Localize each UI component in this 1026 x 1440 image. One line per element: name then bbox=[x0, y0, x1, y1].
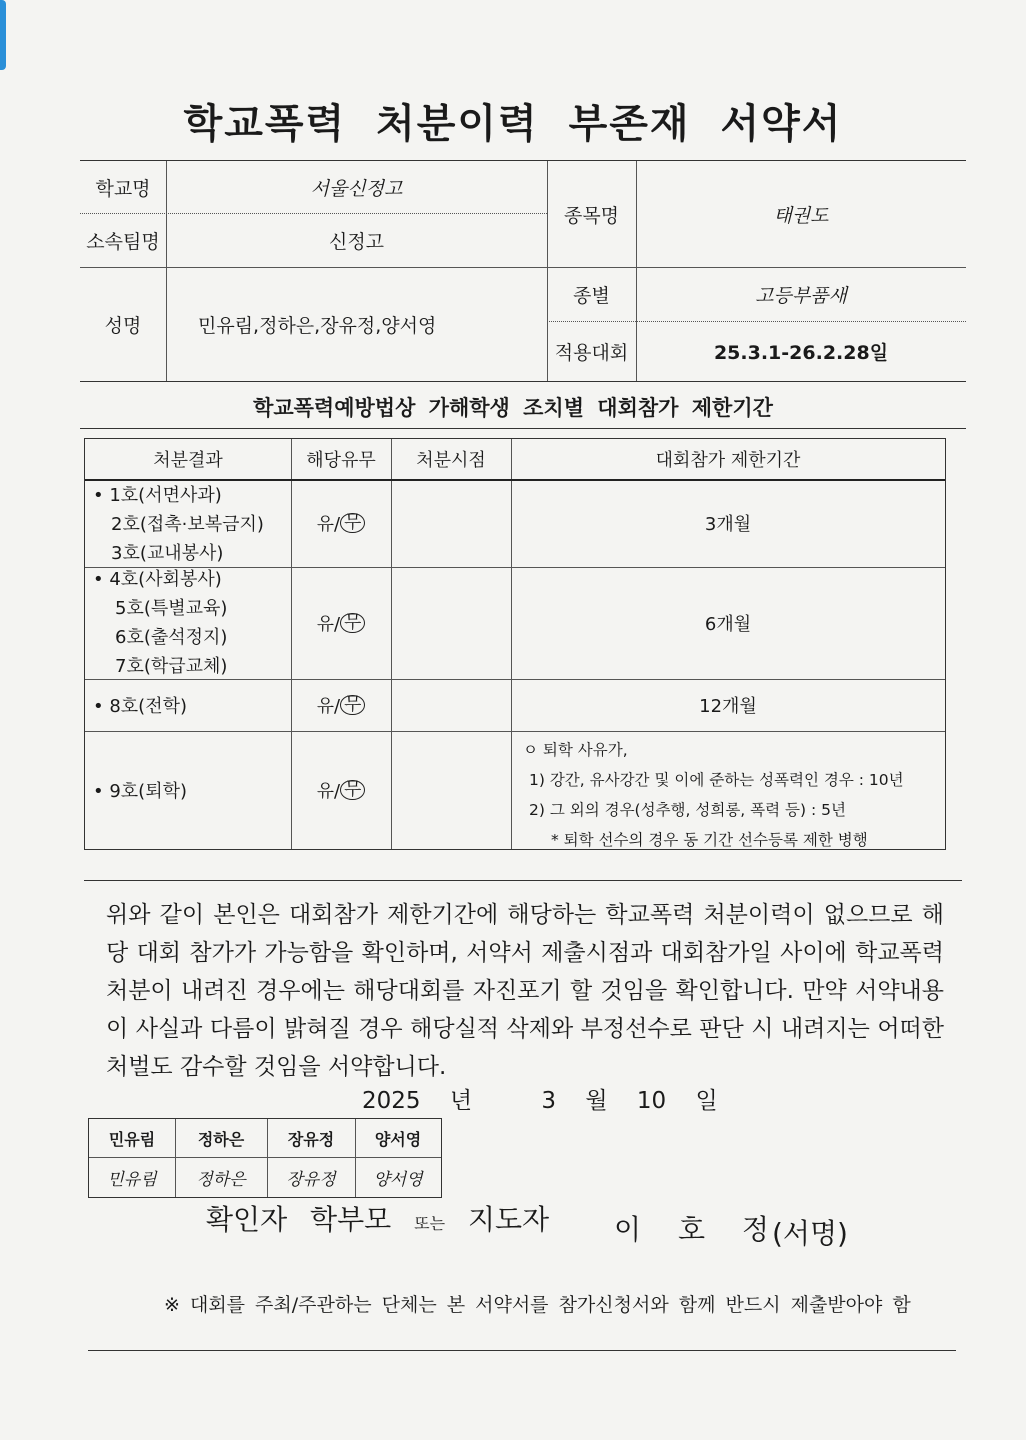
restriction-table bbox=[84, 438, 946, 850]
subtitle-divider bbox=[80, 428, 966, 429]
name-label: 성명 bbox=[104, 314, 142, 337]
event-label: 종목명 bbox=[563, 204, 620, 227]
header-disposition-date: 처분시점 bbox=[416, 450, 486, 471]
division-value: 고등부품새 bbox=[755, 284, 847, 307]
table-row-disposition: • 1호(서면사과) 2호(접촉·보복금지) 3호(교내봉사) bbox=[93, 485, 264, 564]
division-label: 종별 bbox=[573, 284, 610, 307]
handwritten-signature: 민유림 bbox=[107, 1169, 157, 1190]
restriction-period: 12개월 bbox=[699, 696, 757, 717]
header-applicable: 해당유무 bbox=[306, 450, 376, 471]
period-value: 25.3.1-26.2.28일 bbox=[713, 341, 889, 364]
table-row-disposition: • 8호(전학) bbox=[93, 696, 187, 717]
table-row-disposition: • 9호(퇴학) bbox=[93, 781, 187, 802]
applicable-mark: 유/ 무 bbox=[291, 679, 391, 731]
restriction-period: 3개월 bbox=[704, 514, 752, 535]
applicable-mark: 유/ 무 bbox=[291, 567, 391, 679]
header-disposition: 처분결과 bbox=[153, 450, 223, 471]
school-value: 서울신정고 bbox=[310, 177, 403, 200]
info-table bbox=[80, 160, 966, 382]
document-title: 학교폭력 처분이력 부존재 서약서 bbox=[183, 101, 843, 147]
table-row-disposition: • 4호(사회봉사) 5호(특별교육) 6호(출석정지) 7호(학급교체) bbox=[93, 569, 228, 677]
applicable-mark: 유/ 무 bbox=[291, 731, 391, 849]
handwritten-signature: 정하은 bbox=[196, 1169, 246, 1190]
name-value: 민유림,정하은,장유정,양서영 bbox=[198, 314, 437, 337]
restriction-period-details: ㅇ 퇴학 사유가, 1) 강간, 유사강간 및 이에 준하는 성폭력인 경우 : 10년 2) 그 외의 경우(성추행, 성희롱, 폭력 등) : 5년 * 퇴학 선수의 경우 동 기간 선수등록 제한 병행 bbox=[523, 741, 904, 849]
team-value: 신정고 bbox=[328, 230, 385, 253]
signer-name: 민유림 bbox=[108, 1129, 156, 1149]
handwritten-signature: 양서영 bbox=[373, 1169, 423, 1190]
school-label: 학교명 bbox=[95, 177, 151, 200]
event-value: 태권도 bbox=[773, 204, 829, 227]
period-label: 적용대회 bbox=[554, 341, 629, 364]
team-label: 소속팀명 bbox=[86, 230, 160, 253]
signature-table bbox=[88, 1118, 442, 1198]
handwritten-signature: 장유정 bbox=[286, 1169, 336, 1190]
confirmer-name: 이 호 정 bbox=[614, 1213, 783, 1246]
section-subtitle: 학교폭력예방법상 가해학생 조치별 대회참가 제한기간 bbox=[253, 396, 773, 420]
restriction-period: 6개월 bbox=[704, 614, 752, 635]
signer-name: 장유정 bbox=[287, 1129, 335, 1149]
confirmer-line: 확인자 학부모 또는 지도자 bbox=[206, 1203, 550, 1236]
signer-name: 정하은 bbox=[197, 1129, 245, 1149]
pledge-date: 2025 년 3 월 10 일 bbox=[362, 1088, 718, 1114]
sign-label: (서명) bbox=[772, 1217, 848, 1250]
section-divider bbox=[84, 880, 962, 881]
applicable-mark: 유/ 무 bbox=[291, 479, 391, 567]
header-restriction-period: 대회참가 제한기간 bbox=[655, 450, 801, 471]
footer-notice: ※ 대회를 주최/주관하는 단체는 본 서약서를 참가신청서와 함께 반드시 제출받아야 함 bbox=[164, 1294, 911, 1316]
footer-divider bbox=[88, 1350, 956, 1351]
signer-name: 양서영 bbox=[374, 1129, 422, 1149]
pledge-text: 위와 같이 본인은 대회참가 제한기간에 해당하는 학교폭력 처분이력이 없으므로 해당 대회 참가가 가능함을 확인하며, 서약서 제출시점과 대회참가일 사이에 학교폭력 처분이 내려진 경우에는 해당대회를 자진포기 할 것임을 확인합니다. 만약 서약내용이 사실과 다름이 밝혀질 경우 해당실적 삭제와 부정선수로 판단 시 내려지는 어떠한 처벌도 감수할 것임을 서약합니다. bbox=[106, 902, 944, 1080]
page-edge-mark bbox=[0, 0, 6, 70]
